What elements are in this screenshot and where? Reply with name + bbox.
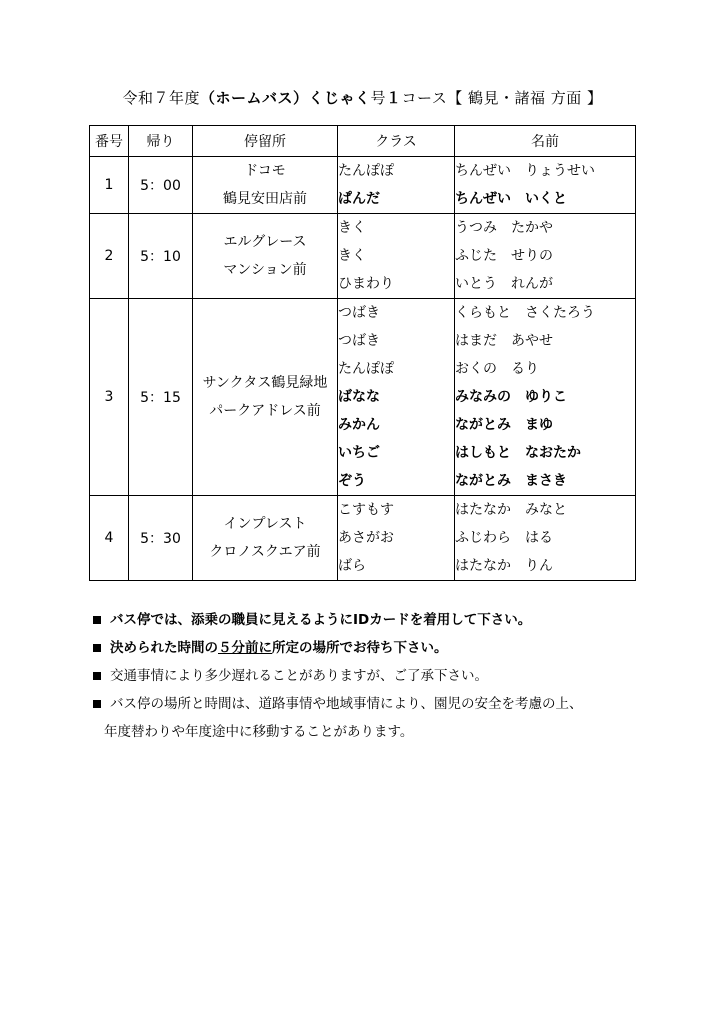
header-class: クラス: [338, 126, 455, 157]
bus-stop-cell: [193, 214, 338, 299]
note-stop-changes: [93, 690, 693, 746]
bus-stop-name-line: パークアドレス前: [209, 403, 321, 419]
child-name: はまだ あやせ: [455, 333, 553, 349]
child-name: ちんぜい りょうせい: [455, 163, 595, 179]
header-number: 番号: [90, 126, 129, 157]
child-name: うつみ たかや: [455, 220, 553, 236]
class-cell: [338, 214, 455, 299]
title-course-number: １: [385, 89, 402, 107]
title-prefix: 令和７年度: [122, 89, 200, 107]
note-underlined-text: ５分前に: [218, 640, 272, 656]
title-bus-name: （ホームバス）くじゃく: [199, 89, 371, 107]
bus-stop-name-line: サンクタス鶴見緑地: [202, 375, 328, 391]
class-name: きく: [338, 248, 366, 264]
bus-stop-cell: [193, 496, 338, 581]
row-number: 2: [90, 214, 129, 299]
child-name: ふじた せりの: [455, 248, 553, 264]
header-return-time: 帰り: [129, 126, 193, 157]
name-cell: [455, 299, 636, 496]
class-cell: [338, 157, 455, 214]
child-name: ながとみ まゆ: [455, 417, 553, 433]
return-time: 5：30: [129, 496, 193, 581]
class-cell: [338, 299, 455, 496]
note-traffic-delay: [93, 662, 693, 690]
table-row: [90, 496, 636, 581]
table-row: [90, 299, 636, 496]
title-suffix: コース【 鶴見・諸福 方面 】: [401, 89, 603, 107]
row-number: 1: [90, 157, 129, 214]
child-name: いとう れんが: [455, 276, 553, 292]
name-cell: [455, 496, 636, 581]
child-name: おくの るり: [455, 361, 539, 377]
notes-list: [93, 606, 693, 746]
class-cell: [338, 496, 455, 581]
bus-stop-name-line: クロノスクエア前: [209, 544, 321, 560]
child-name: はたなか みなと: [455, 502, 567, 518]
table-row: [90, 157, 636, 214]
note-text: バス停の場所と時間は、道路事情や地域事情により、園児の安全を考慮の上、: [110, 696, 583, 712]
note-text-continued: 年度替わりや年度途中に移動することがあります。: [104, 724, 414, 740]
bus-stop-table: [89, 125, 636, 581]
bus-stop-name-line: ドコモ: [244, 163, 286, 179]
class-name: たんぽぽ: [338, 163, 394, 179]
bus-stop-name-line: エルグレース: [223, 234, 307, 250]
header-name: 名前: [455, 126, 636, 157]
class-name: みかん: [338, 417, 380, 433]
bus-stop-name-line: マンション前: [223, 262, 307, 278]
table-header-row: [90, 126, 636, 157]
class-name: きく: [338, 220, 366, 236]
return-time: 5：00: [129, 157, 193, 214]
title-go: 号: [370, 89, 386, 107]
child-name: ながとみ まさき: [455, 473, 567, 489]
note-text: 所定の場所でお待ち下さい。: [272, 640, 448, 656]
note-text: 決められた時間の: [110, 640, 218, 656]
name-cell: [455, 214, 636, 299]
class-name: つばき: [338, 333, 380, 349]
bullet-square-icon: [93, 616, 101, 624]
class-name: つばき: [338, 305, 380, 321]
bus-stop-cell: [193, 157, 338, 214]
row-number: 4: [90, 496, 129, 581]
bullet-square-icon: [93, 700, 101, 708]
bullet-square-icon: [93, 672, 101, 680]
child-name: ちんぜい いくと: [455, 191, 567, 207]
return-time: 5：10: [129, 214, 193, 299]
class-name: こすもす: [338, 502, 394, 518]
child-name: はたなか りん: [455, 558, 553, 574]
child-name: みなみの ゆりこ: [455, 389, 567, 405]
return-time: 5：15: [129, 299, 193, 496]
child-name: ふじわら はる: [455, 530, 553, 546]
note-id-card: [93, 606, 693, 634]
bus-stop-name-line: インプレスト: [223, 516, 307, 532]
class-name: ばら: [338, 558, 366, 574]
class-name: いちご: [338, 445, 380, 461]
note-text: 交通事情により多少遅れることがありますが、ご了承下さい。: [110, 668, 488, 684]
class-name: ぱんだ: [338, 191, 380, 207]
bullet-square-icon: [93, 644, 101, 652]
note-text: バス停では、添乗の職員に見えるようにIDカードを着用して下さい。: [110, 612, 532, 628]
bus-stop-name-line: 鶴見安田店前: [223, 191, 307, 207]
note-arrive-early: [93, 634, 693, 662]
bus-stop-cell: [193, 299, 338, 496]
class-name: あさがお: [338, 530, 394, 546]
class-name: ぞう: [338, 473, 366, 489]
child-name: はしもと なおたか: [455, 445, 581, 461]
row-number: 3: [90, 299, 129, 496]
class-name: ばなな: [338, 389, 380, 405]
page-title: [0, 87, 725, 108]
header-bus-stop: 停留所: [193, 126, 338, 157]
table-row: [90, 214, 636, 299]
class-name: たんぽぽ: [338, 361, 394, 377]
class-name: ひまわり: [338, 276, 394, 292]
child-name: くらもと さくたろう: [455, 305, 595, 321]
name-cell: [455, 157, 636, 214]
